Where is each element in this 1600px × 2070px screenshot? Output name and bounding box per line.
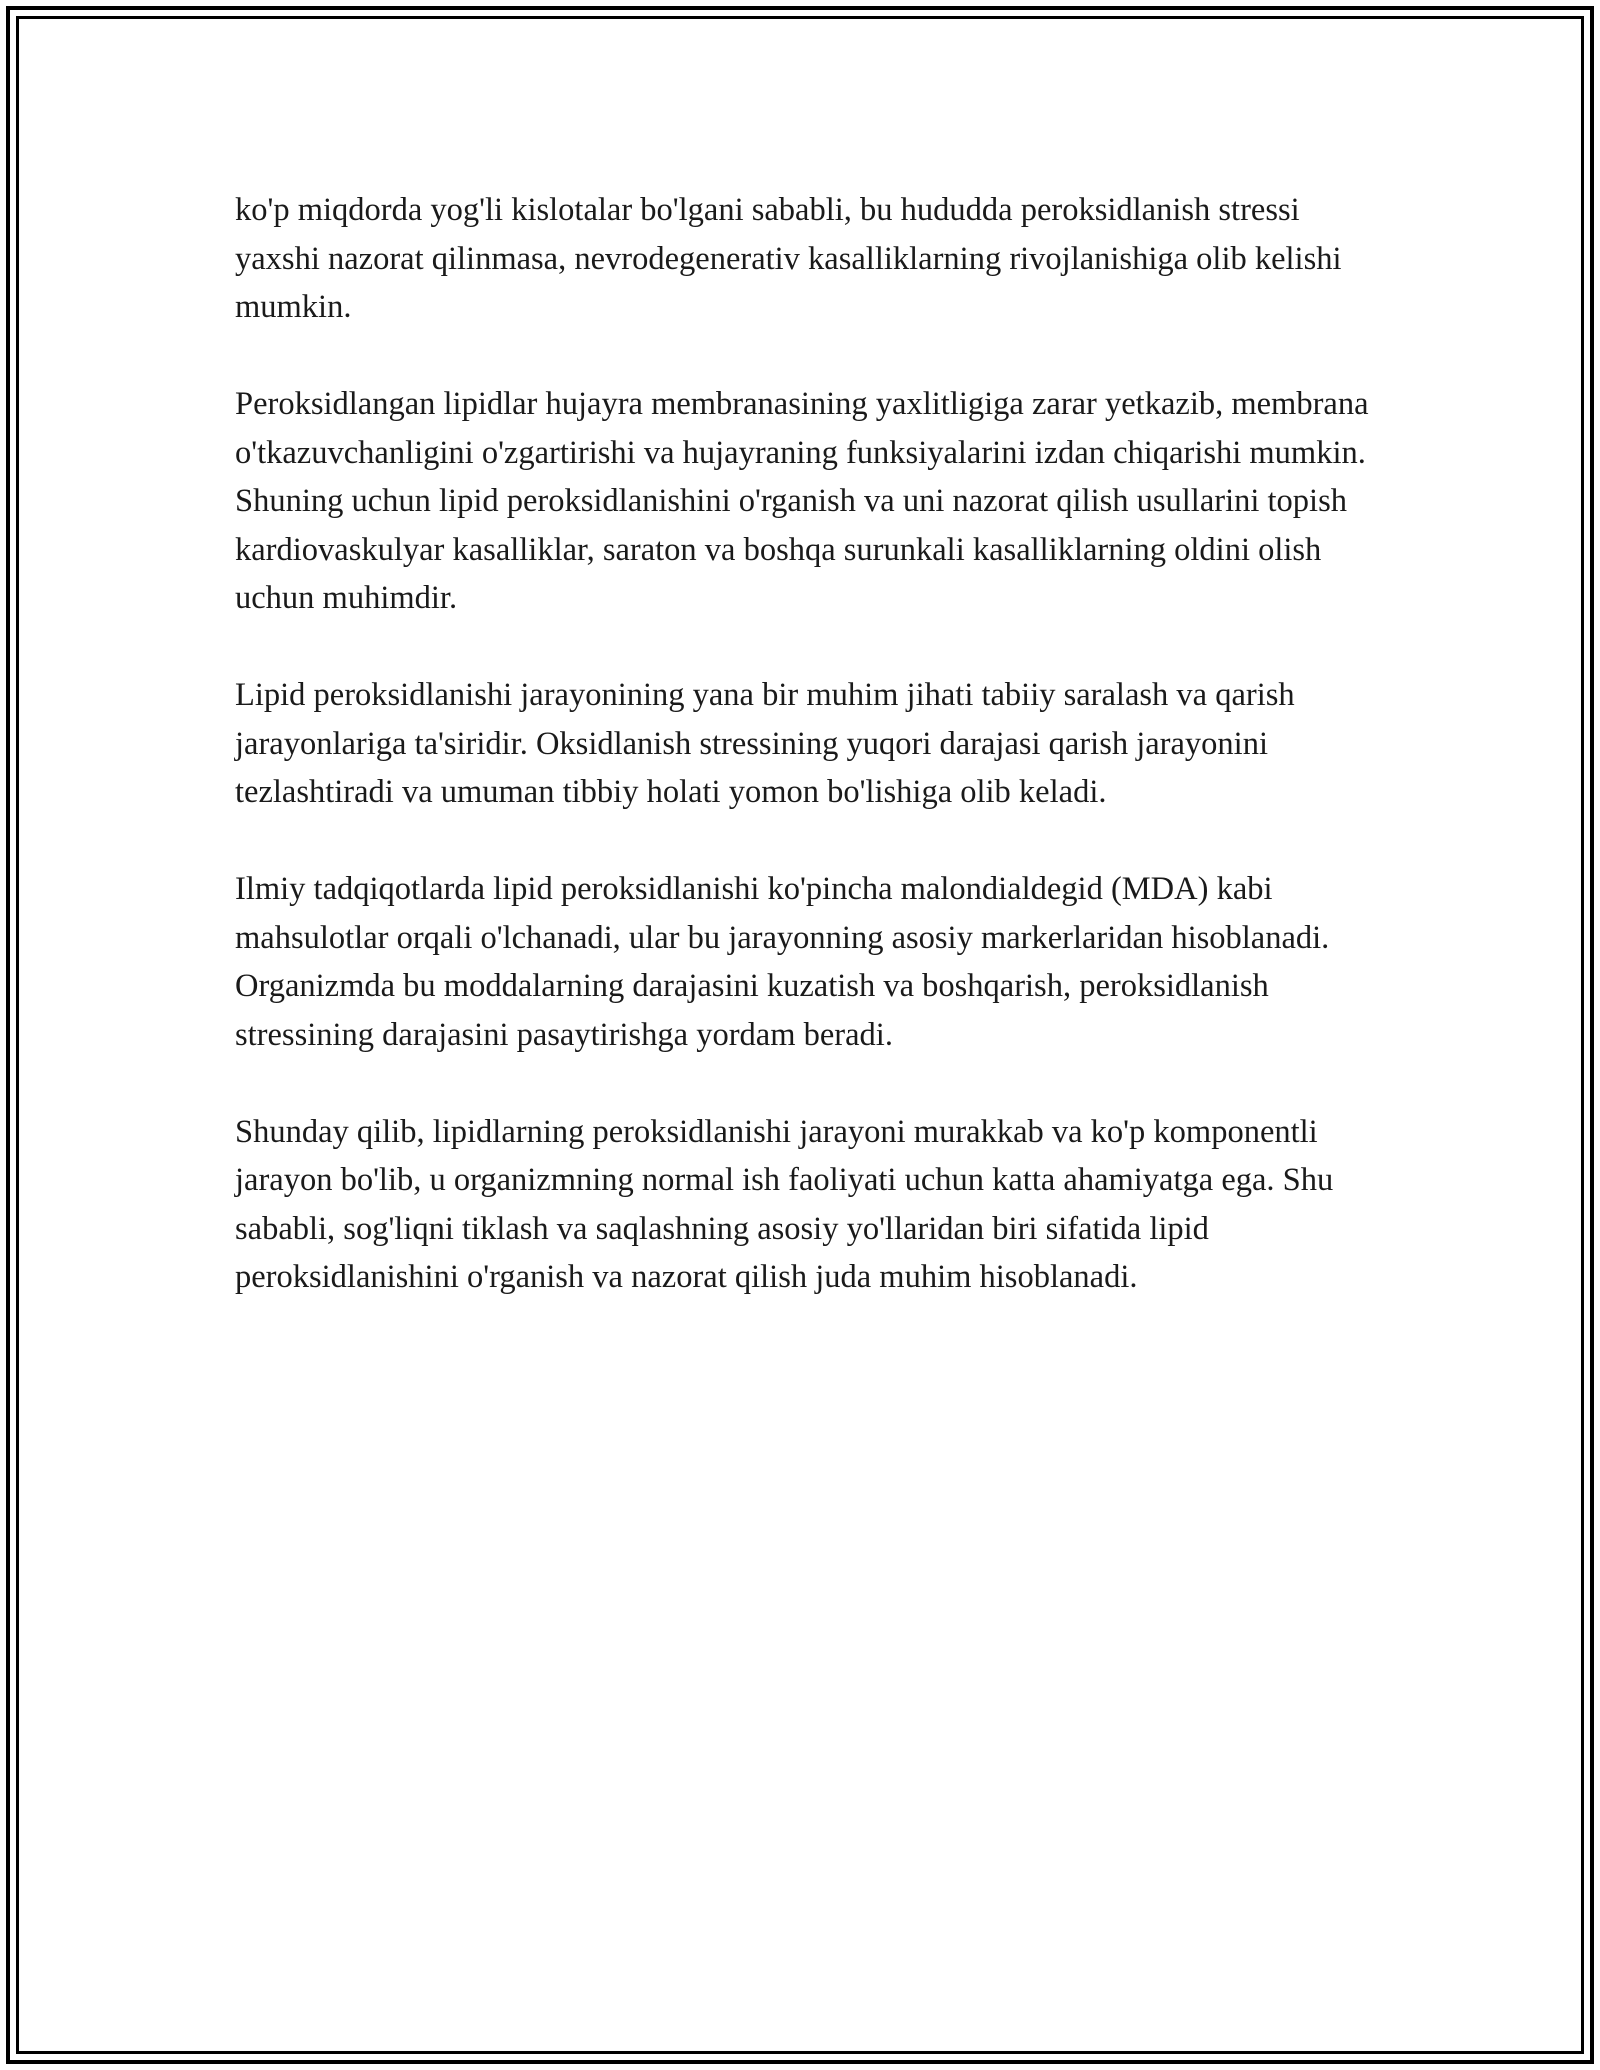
paragraph-3: Lipid peroksidlanishi jarayonining yana bir muhim jihati tabiiy saralash va qarish jarayonlariga ta'siridir. Oksidlanish stressining yuqori darajasi qarish jarayonini tezlashtiradi va umuman tibbiy holati yomon bo'lishiga olib keladi. <box>235 677 1295 810</box>
paragraph-2: Peroksidlangan lipidlar hujayra membranasining yaxlitligiga zarar yetkazib, membrana o'tkazuvchanligini o'zgartirishi va hujayraning funksiyalarini izdan chiqarishi mumkin. Shuning uchun lipid peroksidlanishini o'rganish va uni nazorat qilish usullarini topish kardiovaskulyar kasalliklar, saraton va boshqa surunkali kasalliklarning oldini olish uchun muhimdir. <box>235 386 1369 616</box>
paragraph-1: ko'p miqdorda yog'li kislotalar bo'lgani sababli, bu hududda peroksidlanish stressi yaxshi nazorat qilinmasa, nevrodegenerativ kasalliklarning rivojlanishiga olib kelishi mumkin. <box>235 192 1342 325</box>
paragraph-4: Ilmiy tadqiqotlarda lipid peroksidlanishi ko'pincha malondialdegid (MDA) kabi mahsulotlar orqali o'lchanadi, ular bu jarayonning asosiy markerlaridan hisoblanadi. Organizmda bu moddalarning darajasini kuzatish va boshqarish, peroksidlanish stressining darajasini pasaytirishga yordam beradi. <box>235 871 1330 1053</box>
document-body <box>235 186 1375 1302</box>
paragraph-5: Shunday qilib, lipidlarning peroksidlanishi jarayoni murakkab va ko'p komponentli jarayon bo'lib, u organizmning normal ish faoliyati uchun katta ahamiyatga ega. Shu sababli, sog'liqni tiklash va saqlashning asosiy yo'llaridan biri sifatida lipid peroksidlanishini o'rganish va nazorat qilish juda muhim hisoblanadi. <box>235 1113 1334 1295</box>
